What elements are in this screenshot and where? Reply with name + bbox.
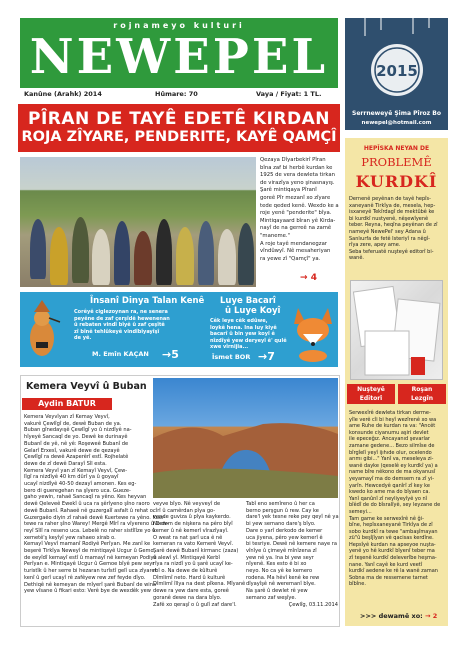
- arrow-right-icon: →: [258, 350, 268, 363]
- newspaper-logo: NEWEPEL: [29, 29, 329, 85]
- left-teaser-author: M. Emîn KAÇAN: [92, 350, 149, 358]
- sidebar-title-1: PROBLEMÊ: [361, 155, 432, 169]
- rock-arch-illustration: [153, 378, 338, 498]
- sidebar-kicker: HEPÎSKA NEYAN DE: [363, 145, 430, 152]
- arrow-right-icon: →: [425, 612, 431, 620]
- continued-link[interactable]: >>> dewamê xo: → 2: [360, 612, 438, 620]
- right-teaser-page-ref[interactable]: →7: [258, 350, 275, 363]
- headline-line-1: PÎRAN DE TAYÊ EDETÊ KIRDAN: [27, 109, 331, 129]
- editorial-byline: [347, 384, 446, 404]
- issue-number: Hûmare: 70: [155, 90, 198, 98]
- contact-email[interactable]: newepel@hotmail.com: [361, 120, 432, 126]
- headline-line-2: ROJA ZÎYARE, PENDERITE, KAYÊ QAMÇÎ: [21, 129, 337, 145]
- right-teaser-author: Îsmet BOR: [212, 353, 251, 361]
- lead-page-ref[interactable]: → 4: [300, 273, 317, 283]
- sidebar-body-text: Serwexîrê dewleta tirkan derme- yîle verê cîi bi heyî wezîrenê xo wa ame Ruhe de kurdan ra va: "Ancêt konsunde ciyanumu aşiri devlet ile epeceğız. Ancayanıd şevarlar zamane gedene... Bezo silmîse de bîrgîelî yeyî ijıhıde olur, ocelendo arımı gibi..." Yanî va, meseleya zi- wanê dayke (qeselê ey kurdkî ya) a name bîre nêkono de ma okyanusî yeyamayî ma do demsem ra zî yi- yarîn. Hewcedyê qanîrî zî key ke kwedo ko ame ma do bîyaen ca. Yanî qanûnî zî neyliyeyîyê yo nî bîêdî de do bîsralîyê, sey leyzane de semeyi... Tam game ke serwexîrê nê ği- bîne, hepîsxaneyanê Tirkîya de zî sobo kurdkî ra tewe "ambaşîmayan zü"û beşîjîyan vê qacisas kerdîne. Hepsîyê kurdan na apseyoe nuşta- yenê yo hê kurdkî bîyenî teber ma zî teşenê kurdkî deleverîbe heşma- nane. Yanî cayê ke kurd veetî kurdkî aedene ke rê la wanê zaman Sobna ma de ressemene tarnet bîbîne.: [349, 410, 441, 588]
- lead-photo: [20, 157, 256, 287]
- fox-icon: [290, 302, 336, 362]
- new-year-2015-illustration: [345, 18, 448, 110]
- teaser-band: [20, 292, 338, 367]
- sidebar-intro-text: Dernenê peyênan de tayê hepîs- xaneyanê Tirkîya de, mesela, hep- isxaneyê Tekîrdagî de mektûbê ke bi kurdkî nustyenê, nêşewîyenê teber. Reyna, heqîna peyênan de zî nameyê NewePel' sey Adana û Sanlıurfa de fetê Isteriyî ra nêgî- rîya zere, apey ame. Seba teferuatê nuşteyê editorî bi- wanê.: [349, 196, 438, 262]
- left-teaser-body: Corêyê ciglezoynan ra, ne senera peyêne de zaf çerşîdê hewenenan û rebaten vindî bîyê û zaf çeşîtê zî bînê tehlûkeyê vindîbîyayîşî de yê.: [74, 309, 170, 341]
- editorial-author: Roşan Lezgîn: [398, 384, 446, 404]
- hoopoe-bird-icon: [22, 298, 62, 364]
- right-teaser-title-2: û Luye Koyî: [225, 306, 281, 316]
- article-title: Kemera Veyvî û Buban: [26, 381, 147, 392]
- issue-date: Kanûne (Arahk) 2014: [24, 90, 102, 98]
- handwritten-letters-illustration: [351, 281, 444, 381]
- tagline: rojnameyo kulturi: [113, 21, 245, 30]
- article-column-2: veyve bîyo. Nê veyveyî de cîrî û camêrdan pîya go- vende guviza û pîya kaykerdo. No dem de nişkera na pêro bîyî kemer û nê kemerî vîrazîyayî. O weat ra nat şarî uca ê nê kemeran ra vato Kemerê Veyvî. Şarê dewê Bubanî kirmanc (zaza) û alewî yî. Mintiqayê Kerbî rîya ra nizdî yo û şarê ucayî ke- rbî o. Na dewe de kûlturê Dîmlimî neto. Hard û kulturê Dîmlimî îllya na dest pîkena. Mîyanê dewe ra yew dare esta, goreê goranê dewe na dara bîyo. Zafê xo qeraşî o û gulî zaf dare'l.: [153, 501, 246, 608]
- headline-banner: [18, 104, 340, 152]
- article-column-3: Tabî eno semîreno û her ca berno perşgun û rew. Cay ke dare'l yek tesne reke pey qeyî nê ya bi yew semano dare'ş bîyo. Dare o yarî derkodo de kemer uca jiyena, pêro yew kemerî ê bi tesriye. Dewê nê kemere naye ra vînîye û çimeyê mînîzena zî yew nê ya. Ina bi yew seyr nîyenê. Kes esto ê bi xo neyo. No ca yê ke kemero rodena. Ma hêvî kenê ke rew dîyayîşê nê weremanî bîye. Na şarê û dewlet rê yew semano zaf weşîye. Çewlîg, 03.11.2014: [246, 501, 339, 608]
- editorial-label: Nuşteyê Editorî: [347, 384, 395, 404]
- issue-price: Vaya / Fiyat: 1 TL.: [256, 90, 322, 98]
- masthead: [20, 18, 338, 88]
- arrow-right-icon: →: [162, 348, 172, 361]
- left-teaser-title: Însanî Dinya Talan Kenê: [90, 296, 205, 306]
- arrow-right-icon: →: [300, 273, 308, 283]
- article-photo: [153, 378, 338, 498]
- article-column-1: Kemera Veyvîyan zî Kemay Veyvî, vakurê Çewlîgî de, dewê Buban de ya. Buban gînedayışê Çewlîgî yo û nizdîyê na- hîyeyê Sancaqî de yo. Dewê ke durinayê Bubanî de yê, nê yê: Roşeweê Bubanî de Gelarî Erxesî, vakurê dewe de qezayê Çewlîgî ra dewê Azaperêrî estî. Rojhelatê dewe de zî dewê Darayî Sîl esta. Kemera Veyvî yan zî Kemayî Veyvî, Çew- lîgî ra nizdîyê 40 km dûrî ya û goyayî ucayî nizdîyê 40-50 dezayî amonen. Kes eg- bero di gueregehan na şîyero uca. Gueze- gaho yewin, rahaê Sancaqî ra yêno. Kes heyvan dewê Qeleveê Ewekî û uca ra şêrîyeno şîno raoro dewê Bubanî. Rahaeê nê guzergaîî asfalt û rehat o. Guzergaêo diyin zî rahaê dewê Kuertewe ra yêno. Kuer- tewe ra raher şîno Warey! Mergê Mîrî ra vîyereno û Dew- reyî Sîlî ra reseno uca. Lebelê no raher sistîlîze yo û xemetê'ş keyîyî yew rahaeo xirab o. Kemayî Veyvî mamanî Rodiyê Perîyan. Me zanî ke beşerê Tirkîya Neweyî de mintiqayê Ucgur û Gemo de eeyîdî kemayî estî û mamayî nê kemeyan Podiyê Perîyan e. Mintiqayê Ucgur û Gemoe bîyê pew seyr turistîk û her serre bi hezaran turîstî gelî uca zîyaret kenî û gerî ucayî rê zafêyew rew zef feyde dîyo. Dethiqê nê kemeyan de mîyerî şarê Bubanî de wina yew vîsane û fikari esto: Verê bye de wexdêk yew: [24, 414, 169, 595]
- right-teaser-body: Cêk leye cêk edûwe, loykê hena. Ina luy kiyê bacarî û bin yew koyî ê nîzdîyê yew deryeyî ê' qulê xwe vîrnijia...: [210, 318, 287, 350]
- issue-info-bar: [20, 88, 338, 100]
- svg-text:2015: 2015: [376, 62, 418, 80]
- article-author: Aydin BATUR: [22, 398, 112, 410]
- letter-pages-photo: [350, 280, 443, 380]
- sidebar-title-2: KURDKÎ: [355, 172, 438, 191]
- new-year-greeting: Serrneweyê Şima Pîroz Bo: [352, 110, 441, 117]
- left-teaser-page-ref[interactable]: →5: [162, 348, 179, 361]
- lead-text: Qezaya Dîyarbekirî Pîran bîna zaf bi herbê kurdan ke 1925 de vera dewleta tirkan de virazîya yeno şinasnayış. Şarê mintiqaya Pîranî goreê Pîr mezanî xo zîyare tede qeded kenê. Wexdo ke a roje yenê "penderite" bîya. Mintiqayaard bîran yê Kirda- nayî de na gerreê na zamê "maneme." A roje tayê mendanegzar vîndûwyî. Nê mesaheriyan ra yewe zî "Qamçî" ya.: [260, 157, 339, 262]
- right-teaser-title-1: Luye Bacarî: [220, 296, 276, 306]
